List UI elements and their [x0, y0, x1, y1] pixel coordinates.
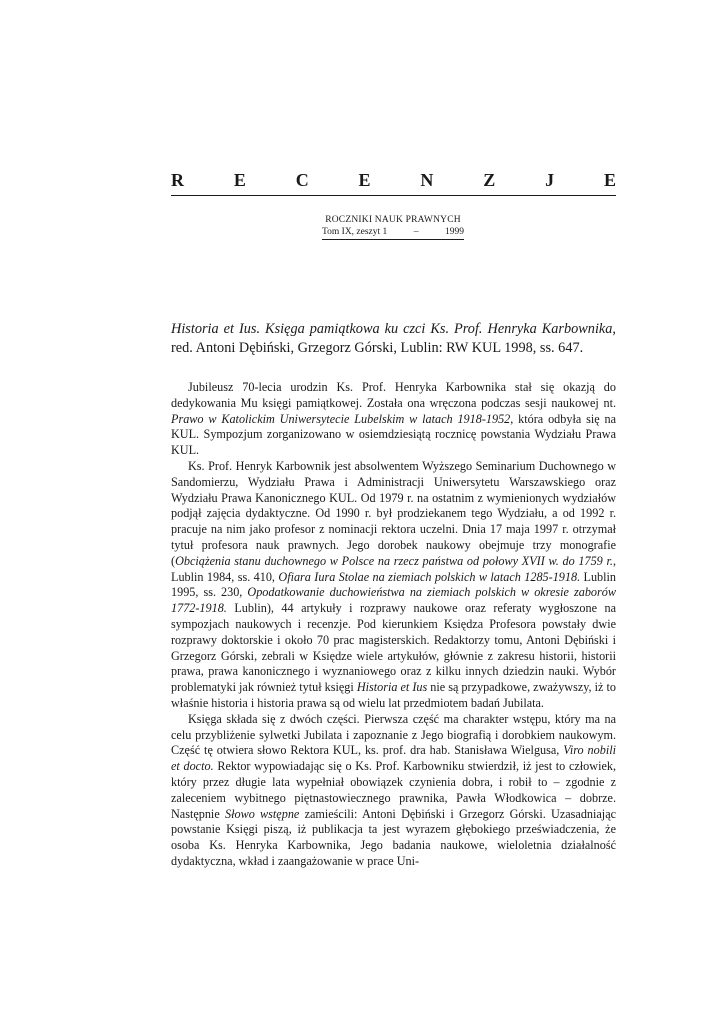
italic-text: Ofiara Iura Stolae na ziemiach polskich w latach 1285-1918. [278, 569, 581, 584]
reviewed-work-title: Historia et Ius. Księga pamiątkowa ku czci Ks. Prof. Henryka Karbownika [171, 321, 613, 337]
section-header-letter: E [603, 170, 616, 190]
section-header-letter: C [295, 170, 309, 190]
paragraph [171, 712, 616, 870]
journal-info [322, 214, 464, 240]
italic-text: Viro nobili et docto. [171, 743, 616, 774]
text-run: Księga składa się z dwóch części. Pierwsza część ma charakter wstępu, który ma na celu przybliżenie sylwetki Jubilata i zapoznanie z Jego biografią i dorobkiem naukowym. Część tę otwiera słowo Rektora KUL, ks. prof. dra hab. Stanisława Wielgusa, [171, 711, 616, 758]
section-header [171, 170, 616, 191]
italic-text: Historia et Ius [356, 680, 428, 695]
reviewed-work-details: , red. Antoni Dębiński, Grzegorz Górski, Lublin: RW KUL 1998, ss. 647. [171, 321, 616, 356]
text-run: Rektor wypowiadając się o Ks. Prof. Karbowniku stwierdził, iż jest to człowiek, który przez długie lata wypełniał obowiązek czynienia dobra, i robił to – zgodnie z zaleceniem wybitnego piętnastowiecznego prawnika, Pawła Włodkowica – dobrze. Następnie [171, 759, 617, 821]
text-run: nie są przypadkowe, zważywszy, iż to właśnie historia i historia prawa są od wielu lat przedmiotem badań Jubilata. [171, 680, 616, 710]
text-run: , Lublin 1984, ss. 410, [171, 553, 616, 584]
italic-text: Prawo w Katolickim Uniwersytecie Lubelskim w latach 1918-1952 [171, 411, 511, 426]
text-run: Jubileusz 70-lecia urodzin Ks. Prof. Henryka Karbownika stał się okazją do dedykowania Mu księgi pamiątkowej. Została ona wręczona podczas sesji naukowej nt. [171, 380, 616, 410]
section-header-letter: J [545, 170, 555, 190]
review-title [171, 320, 616, 358]
text-run: Lublin), 44 artykuły i rozprawy naukowe oraz referaty wygłoszone na sympozjach naukowych i recenzje. Pod kierunkiem Księdza Profesora powstały dwie rozprawy doktorskie i około 70 prac magisterskich. Redaktorzy tomu, Antoni Dębiński i Grzegorz Górski, zebrali w Księdze wiele artykułów, głównie z zakresu historii, historii prawa, prawa kanonicznego i wyznaniowego oraz z kilku innych dziedzin nauki. Wybór problematyki jak również tytuł księgi [171, 601, 616, 695]
journal-dash: – [413, 227, 419, 237]
section-header-letter: N [420, 170, 434, 190]
italic-text: Opodatkowanie duchowieństwa na ziemiach polskich w okresie zaborów 1772-1918. [171, 585, 616, 616]
paragraph [171, 380, 616, 459]
text-run: , która odbyła się na KUL. Sympozjum zorganizowano w osiemdziesiątą rocznicę powstania Wydziału Prawa KUL. [171, 411, 616, 458]
journal-name: ROCZNIKI NAUK PRAWNYCH [325, 215, 461, 225]
journal-issue [322, 226, 464, 240]
text-run: Lublin 1995, ss. 230, [171, 569, 617, 600]
header-divider [171, 195, 616, 196]
section-header-letter: E [233, 170, 246, 190]
section-header-letter: R [171, 170, 184, 190]
text-run: zamieścili: Antoni Dębiński i Grzegorz Górski. Uzasadniając powstanie Księgi piszą, iż publikacja ta jest wyrazem głębokiego przeświadczenia, że osoba Ks. Henryka Karbownika, Jego badania naukowe, wieloletnia działalność dydaktyczna, wkład i zaangażowanie w prace Uni- [171, 806, 617, 868]
review-body [171, 380, 616, 870]
section-header-letter: Z [483, 170, 496, 190]
italic-text: Słowo wstępne [225, 806, 300, 821]
journal-volume: Tom IX, zeszyt 1 [322, 227, 388, 237]
journal-year: 1999 [444, 227, 464, 237]
text-run: Ks. Prof. Henryk Karbownik jest absolwentem Wyższego Seminarium Duchownego w Sandomierzu, Wydziału Prawa i Administracji Uniwersytetu Warszawskiego oraz Wydziału Prawa Kanonicznego KUL. Od 1979 r. na ostatnim z wymienionych wydziałów podjął zajęcia dydaktyczne. Od 1990 r. był prodziekanem tego Wydziału, a od 1992 r. pracuje na nim jako profesor z nominacji rektora uczelni. Dnia 17 maja 1997 r. otrzymał tytuł profesora nauk prawnych. Jego dorobek naukowy obejmuje trzy monografie ( [171, 458, 616, 568]
italic-text: Obciążenia stanu duchownego w Polsce na rzecz państwa od połowy XVII w. do 1759 r. [175, 553, 613, 568]
paragraph [171, 459, 616, 712]
section-header-letter: E [358, 170, 371, 190]
